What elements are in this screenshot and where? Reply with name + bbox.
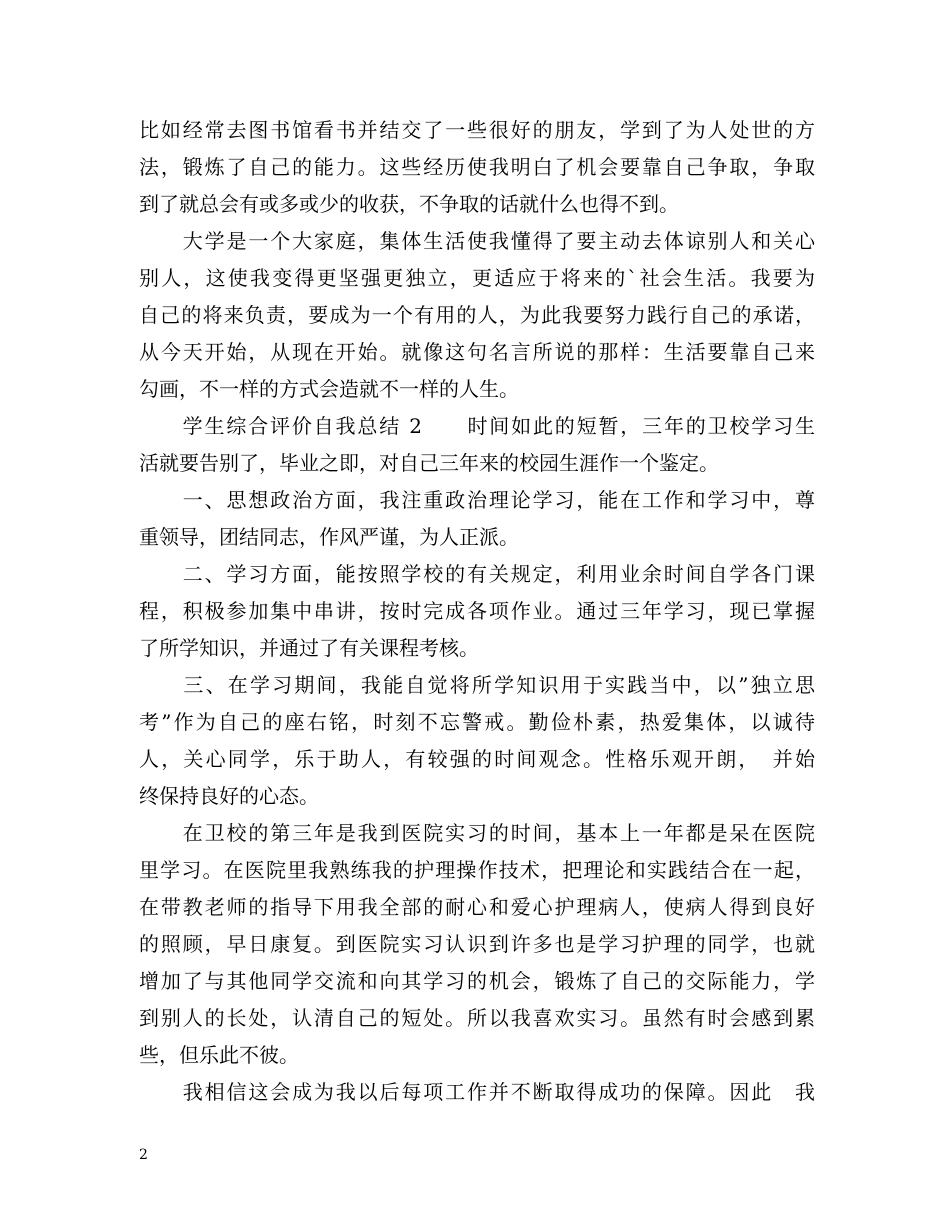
text-line: 到别人的长处，认清自己的短处。所以我喜欢实习。虽然有时会感到累 <box>139 1006 815 1030</box>
text-line: 增加了与其他同学交流和向其学习的机会，锻炼了自己的交际能力，学 <box>139 969 815 993</box>
text-line: 学生综合评价自我总结 2 时间如此的短暂，三年的卫校学习生 <box>139 414 815 438</box>
text-line: 大学是一个大家庭，集体生活使我懂得了要主动去体谅别人和关心 <box>139 229 815 253</box>
text-line: 到了就总会有或多或少的收获，不争取的话就什么也得不到。 <box>139 192 679 216</box>
text-line: 二、学习方面，能按照学校的有关规定，利用业余时间自学各门课 <box>139 562 815 586</box>
text-line: 些，但乐此不彼。 <box>139 1043 299 1067</box>
text-line: 终保持良好的心态。 <box>139 784 319 808</box>
text-line: 一、思想政治方面，我注重政治理论学习，能在工作和学习中，尊 <box>139 488 815 512</box>
text-line: 的照顾，早日康复。到医院实习认识到许多也是学习护理的同学，也就 <box>139 932 815 956</box>
text-line: 比如经常去图书馆看书并结交了一些很好的朋友，学到了为人处世的方 <box>139 118 815 142</box>
text-line: 勾画，不一样的方式会造就不一样的人生。 <box>139 377 519 401</box>
text-line: 考”作为自己的座右铭，时刻不忘警戒。勤俭朴素，热爱集体，以诚待 <box>139 710 815 734</box>
text-line: 了所学知识，并通过了有关课程考核。 <box>139 636 479 660</box>
text-line: 程，积极参加集中串讲，按时完成各项作业。通过三年学习，现已掌握 <box>139 599 815 623</box>
body-text <box>139 112 815 1111</box>
text-line: 法，锻炼了自己的能力。这些经历使我明白了机会要靠自己争取，争取 <box>139 155 815 179</box>
text-line: 别人，这使我变得更坚强更独立，更适应于将来的`社会生活。我要为 <box>139 266 815 290</box>
text-line: 里学习。在医院里我熟练我的护理操作技术，把理论和实践结合在一起， <box>139 858 815 882</box>
text-line: 活就要告别了，毕业之即，对自己三年来的校园生涯作一个鉴定。 <box>139 451 719 475</box>
text-line: 三、在学习期间，我能自觉将所学知识用于实践当中，以”独立思 <box>139 673 815 697</box>
text-line: 在卫校的第三年是我到医院实习的时间，基本上一年都是呆在医院 <box>139 821 815 845</box>
text-line: 人，关心同学，乐于助人，有较强的时间观念。性格乐观开朗， 并始 <box>139 747 815 771</box>
text-line: 自己的将来负责，要成为一个有用的人，为此我要努力践行自己的承诺， <box>139 303 815 327</box>
text-line: 我相信这会成为我以后每项工作并不断取得成功的保障。因此 我 <box>139 1080 815 1104</box>
text-line: 在带教老师的指导下用我全部的耐心和爱心护理病人，使病人得到良好 <box>139 895 815 919</box>
page-number: 2 <box>139 1147 148 1163</box>
text-line: 重领导，团结同志，作风严谨，为人正派。 <box>139 525 519 549</box>
text-line: 从今天开始，从现在开始。就像这句名言所说的那样：生活要靠自己来 <box>139 340 815 364</box>
